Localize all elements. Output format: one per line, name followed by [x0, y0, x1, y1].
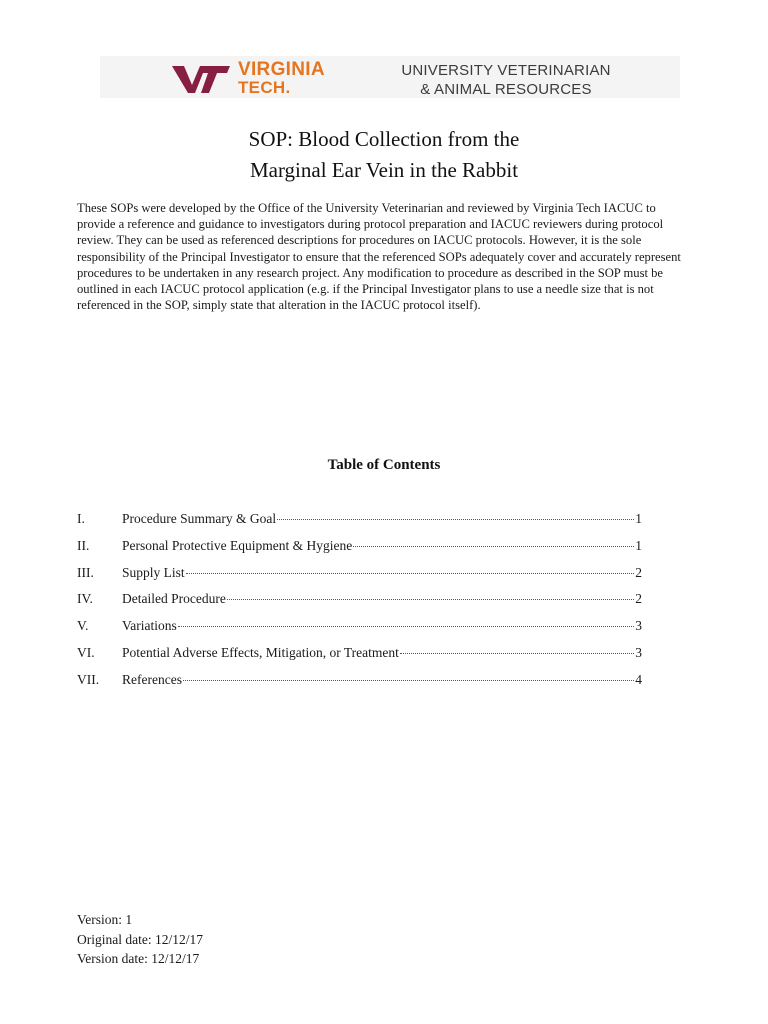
toc-item-page: 1	[635, 537, 642, 553]
table-of-contents	[77, 511, 642, 699]
toc-item-label: Personal Protective Equipment & Hygiene	[122, 537, 353, 553]
toc-item-number: I.	[77, 511, 85, 526]
toc-item-label: Variations	[122, 618, 177, 634]
toc-leader-dots	[183, 679, 634, 681]
toc-item-label: Potential Adverse Effects, Mitigation, or Treatment	[122, 644, 399, 660]
toc-heading: Table of Contents	[327, 457, 441, 473]
version-number: Version: 1	[77, 912, 133, 927]
toc-leader-dots	[178, 625, 635, 627]
unit-name-line2: & ANIMAL RESOURCES	[420, 81, 592, 98]
toc-leader-dots	[186, 572, 635, 574]
version-date: Version date: 12/12/17	[77, 951, 200, 966]
toc-item	[77, 565, 642, 592]
toc-item	[77, 591, 642, 618]
toc-item-page: 4	[635, 671, 642, 687]
logo-wordmark-line2: TECH.	[238, 78, 291, 97]
toc-item-number: IV.	[77, 591, 93, 607]
toc-leader-dots	[227, 598, 634, 600]
toc-item-number: VII.	[77, 671, 100, 687]
toc-item-page: 3	[635, 644, 642, 660]
toc-item	[77, 618, 642, 645]
logo-wordmark-line1: VIRGINIA	[238, 59, 325, 80]
toc-item-page: 2	[635, 591, 642, 607]
toc-item-label: Procedure Summary & Goal	[122, 511, 277, 526]
toc-item-page: 2	[635, 564, 642, 580]
intro-paragraph: These SOPs were developed by the Office of the University Veterinarian and reviewed by Virginia Tech IACUC to provide a reference and guidance to investigators during protocol preparation and IACUC reviewers during protocol review. They can be used as referenced descriptions for procedures on IACUC protocols. However, it is the sole responsibility of the Principal Investigator to ensure that the referenced SOPs adequately cover and accurately represent procedures to be undertaken in any research project. Any modification to procedure as described in the SOP must be outlined in each IACUC protocol application (e.g. if the Principal Investigator plans to use a needle size that is not referenced in the SOP, simply state that alteration in the IACUC protocol itself).	[77, 201, 681, 313]
toc-item-page: 1	[635, 511, 642, 526]
toc-item	[77, 538, 642, 565]
vt-logo-icon	[170, 63, 232, 95]
unit-name-line1: UNIVERSITY VETERINARIAN	[401, 62, 611, 79]
toc-item-label: Supply List	[122, 564, 185, 580]
toc-item-number: III.	[77, 564, 94, 580]
title-line2: Marginal Ear Vein in the Rabbit	[249, 158, 519, 182]
virginia-tech-logo	[170, 60, 325, 98]
version-info	[77, 910, 203, 969]
logo-wordmark	[238, 61, 325, 97]
original-date: Original date: 12/12/17	[77, 931, 203, 947]
toc-item-number: V.	[77, 618, 89, 634]
toc-item-page: 3	[635, 618, 642, 634]
toc-item	[77, 672, 642, 699]
toc-item	[77, 511, 642, 538]
toc-leader-dots	[353, 545, 634, 547]
toc-item-number: VI.	[77, 644, 95, 660]
title-line1: SOP: Blood Collection from the	[248, 127, 520, 151]
toc-item-label: References	[122, 671, 182, 687]
document-title	[0, 124, 768, 186]
toc-item-label: Detailed Procedure	[122, 591, 226, 607]
toc-leader-dots	[277, 518, 634, 520]
toc-item	[77, 645, 642, 672]
toc-item-number: II.	[77, 537, 90, 553]
toc-leader-dots	[400, 652, 634, 654]
unit-name	[396, 61, 616, 99]
